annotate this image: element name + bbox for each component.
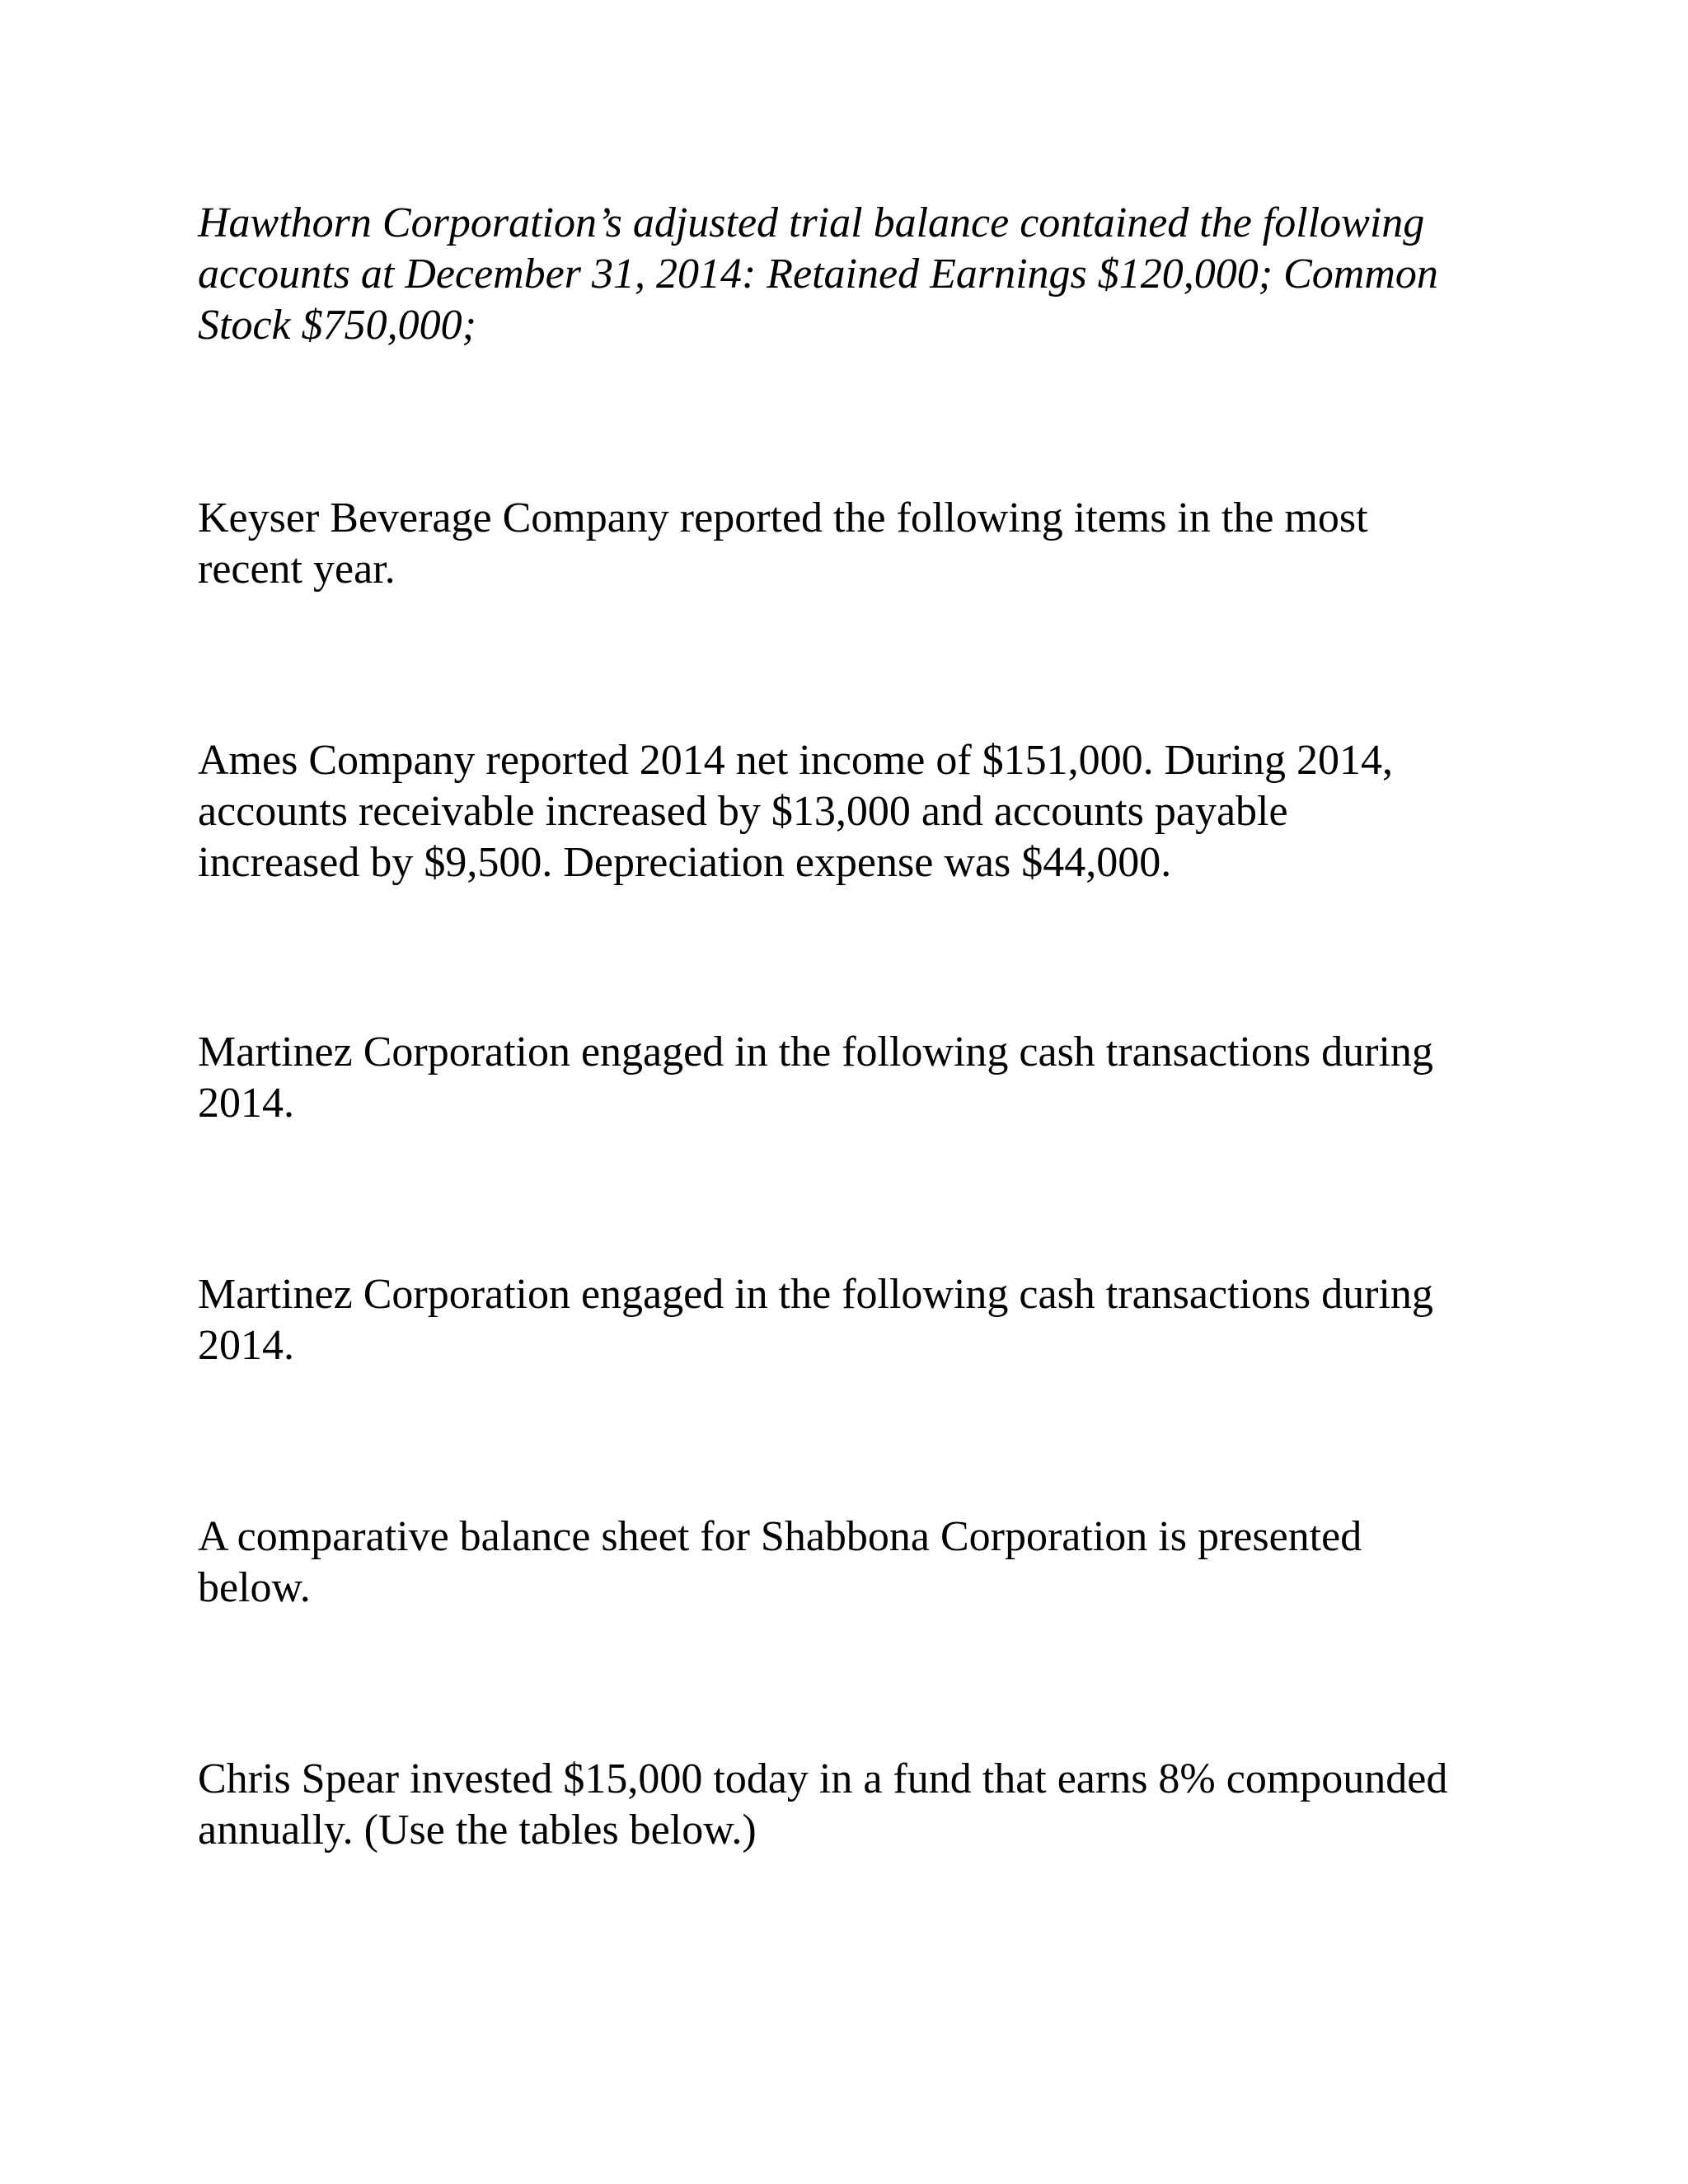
paragraph-martinez-corporation-2: Martinez Corporation engaged in the following cash transactions during 2014. <box>198 1271 1433 1369</box>
paragraph-keyser-beverage: Keyser Beverage Company reported the following items in the most recent year. <box>198 494 1368 593</box>
paragraph-hawthorn-corporation: Hawthorn Corporation’s adjusted trial balance contained the following accounts at December 31, 2014: Retained Earnings $120,000; Common Stock $750,000; <box>198 199 1438 349</box>
paragraph-martinez-corporation-1: Martinez Corporation engaged in the following cash transactions during 2014. <box>198 1029 1433 1127</box>
paragraph-shabbona-corporation: A comparative balance sheet for Shabbona Corporation is presented below. <box>198 1513 1362 1611</box>
paragraph-ames-company: Ames Company reported 2014 net income of $151,000. During 2014, accounts receivable increased by $13,000 and accounts payable increased by $9,500. Depreciation expense was $44,000. <box>198 737 1393 886</box>
paragraph-chris-spear: Chris Spear invested $15,000 today in a fund that earns 8% compounded annually. (Use the tables below.) <box>198 1755 1448 1854</box>
